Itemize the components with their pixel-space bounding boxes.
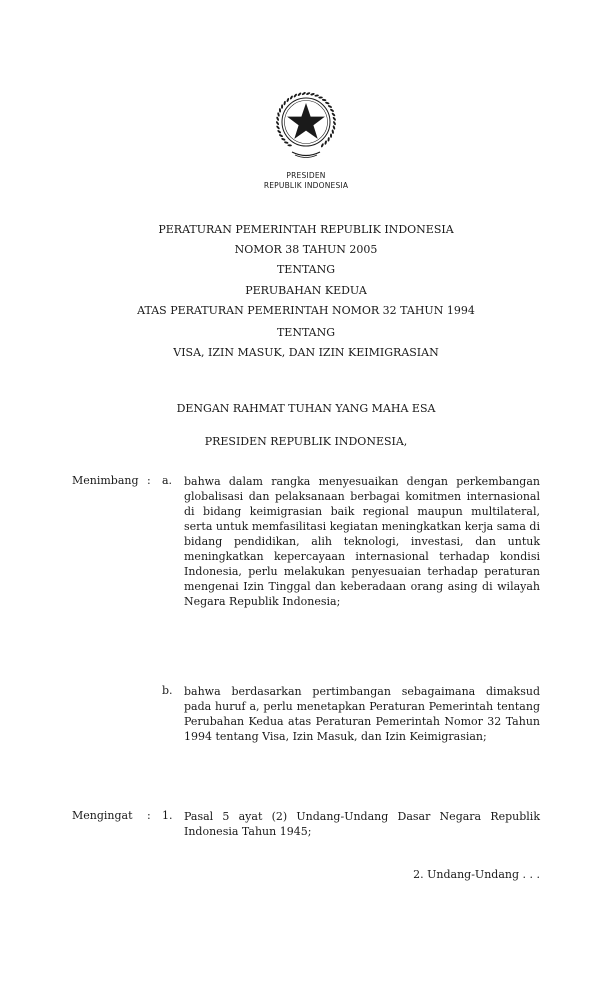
menimbang-item-a: bahwa dalam rangka menyesuaikan dengan perkembangan globalisasi dan pelaksanaan berbagai komitmen internasional di bidang keimigrasian baik regional maupun multilateral, serta untuk memfasilitasi kegiatan meningkatkan kerja sama di bidang pendidikan, alih teknologi, investasi, dan untuk meningkatkan kepercayaan internasional terhadap kondisi Indonesia, perlu melakukan penyesuaian terhadap peraturan mengenai Izin Tinggal dan keberadaan orang asing di wilayah Negara Republik Indonesia; (184, 475, 540, 608)
wreath-leaf (331, 112, 336, 117)
wreath-leaf (324, 140, 327, 145)
wreath-leaf (279, 108, 281, 113)
item-marker: b. (162, 684, 173, 697)
mengingat-item-1: Pasal 5 ayat (2) Undang-Undang Dasar Negara Republik Indonesia Tahun 1945; (184, 810, 540, 838)
wreath-leaf (331, 129, 334, 134)
wreath-leaf (293, 93, 297, 98)
wreath-leaf (275, 121, 279, 126)
menimbang-item-b: bahwa berdasarkan pertimbangan sebagaimana dimaksud pada huruf a, perlu menetapkan Peraturan Pemerintah tentang Perubahan Kedua atas Peraturan Pemerintah Nomor 32 Tahun 1994 tentang Visa, Izin Masuk, dan Izin Keimigrasian; (184, 685, 540, 743)
wreath-leaf (332, 116, 336, 121)
title-line: PERUBAHAN KEDUA (245, 284, 367, 297)
title-line: TENTANG (276, 263, 336, 276)
wreath-leaf (330, 108, 335, 112)
title-line: TENTANG (276, 326, 336, 339)
wreath-leaf (279, 134, 284, 138)
blessing-line: DENGAN RAHMAT TUHAN YANG MAHA ESA (176, 402, 436, 415)
title-line: PERATURAN PEMERINTAH REPUBLIK INDONESIA (158, 223, 454, 236)
wreath-leaf (284, 141, 289, 144)
state-emblem-icon (268, 86, 344, 162)
wreath-leaf (287, 144, 292, 146)
title-line: VISA, IZIN MASUK, DAN IZIN KEIMIGRASIAN (173, 346, 439, 359)
item-marker: a. (162, 474, 173, 487)
wreath-leaf (327, 137, 330, 142)
wreath-leaf (286, 98, 289, 103)
title-line: ATAS PERATURAN PEMERINTAH NOMOR 32 TAHUN 1994 (137, 304, 475, 317)
wreath-leaf (310, 93, 315, 96)
wreath-leaf (289, 95, 293, 100)
wreath-leaf (297, 92, 302, 96)
wreath-leaf (281, 104, 283, 108)
wreath-leaf (330, 133, 332, 137)
wreath-leaf (301, 92, 306, 96)
header-president: PRESIDEN (286, 171, 326, 180)
wreath-leaf (321, 143, 325, 148)
wreath-leaf (333, 121, 337, 126)
title-line: NOMOR 38 TAHUN 2005 (234, 243, 378, 256)
wreath-leaf (277, 112, 280, 117)
star-icon (287, 103, 325, 139)
continuation-reference: 2. Undang-Undang . . . (413, 868, 540, 881)
wreath-leaf (325, 101, 330, 104)
wreath-leaf (318, 96, 322, 98)
wreath-leaf (306, 92, 311, 96)
wreath-leaf (281, 138, 286, 142)
wreath-leaf (332, 125, 335, 130)
header-republic: REPUBLIK INDONESIA (263, 181, 349, 190)
president-line: PRESIDEN REPUBLIK INDONESIA, (204, 435, 408, 448)
wreath-leaf (283, 101, 286, 106)
wreath-leaf (276, 125, 280, 130)
mengingat-colon: : (147, 809, 151, 822)
mengingat-label: Mengingat (72, 809, 133, 822)
wreath-leaf (328, 105, 333, 109)
wreath-leaf (277, 129, 282, 133)
wreath-leaf (322, 99, 327, 102)
wreath-leaf (276, 116, 280, 121)
menimbang-label: Menimbang (72, 474, 139, 487)
wreath-leaf (314, 94, 319, 97)
menimbang-colon: : (147, 474, 151, 487)
item-marker: 1. (162, 809, 173, 822)
